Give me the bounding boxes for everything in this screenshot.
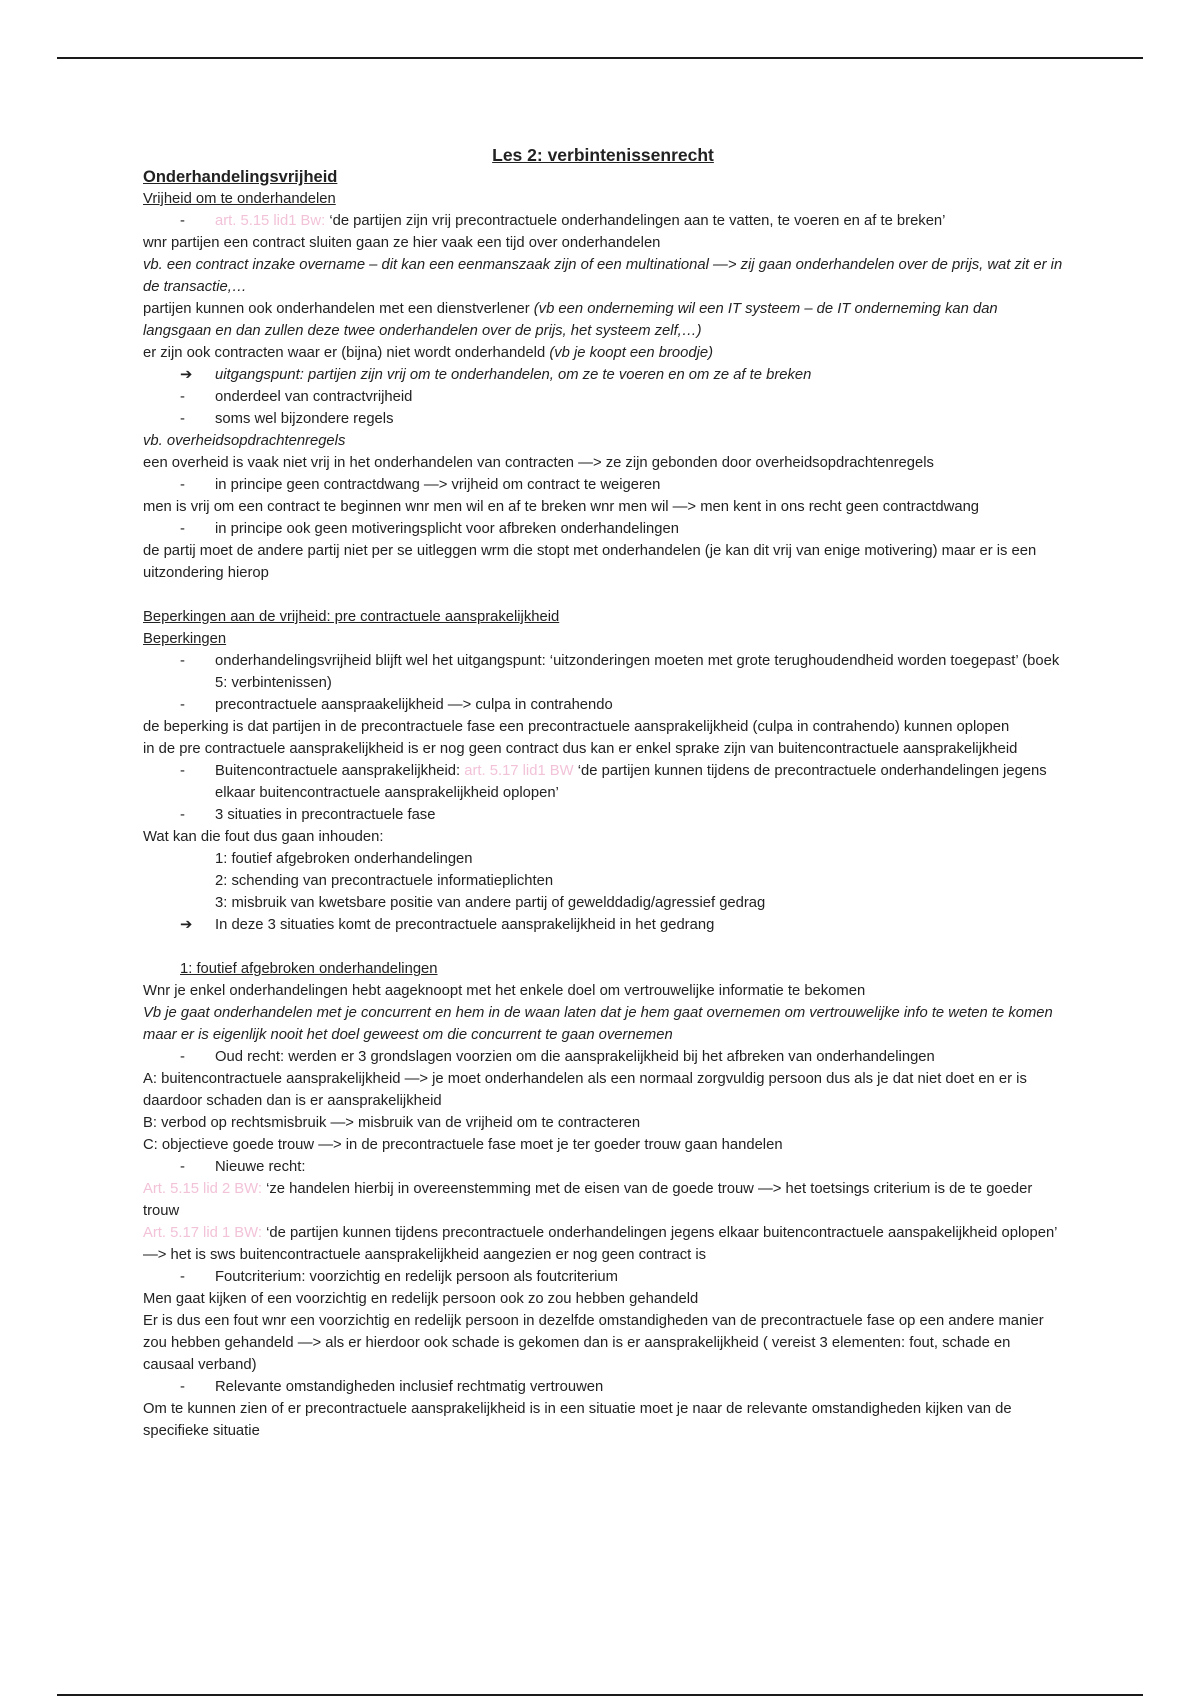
paragraph bbox=[143, 342, 1063, 364]
paragraph: Om te kunnen zien of er precontractuele aansprakelijkheid is in een situatie moet je naar de relevante omstandigheden kijken van de specifieke situatie bbox=[143, 1401, 1012, 1439]
section-heading: Onderhandelingsvrijheid bbox=[143, 168, 338, 186]
bullet-item bbox=[143, 804, 1063, 826]
arrow-text: uitgangspunt: partijen zijn vrij om te onderhandelen, om ze te voeren en om ze af te breken bbox=[215, 367, 812, 383]
bullet-marker: - bbox=[180, 1269, 185, 1285]
bullet-marker: - bbox=[180, 521, 185, 537]
bullet-text: Foutcriterium: voorzichtig en redelijk persoon als foutcriterium bbox=[215, 1269, 618, 1285]
bullet-item bbox=[143, 408, 1063, 430]
arrow-icon: ➔ bbox=[180, 367, 193, 383]
paragraph: men is vrij om een contract te beginnen wnr men wil en af te breken wnr men wil —> men kent in ons recht geen contractdwang bbox=[143, 499, 980, 515]
law-reference-paragraph bbox=[143, 1222, 1063, 1266]
bullet-text: Oud recht: werden er 3 grondslagen voorzien om die aansprakelijkheid bij het afbreken van onderhandelingen bbox=[215, 1049, 935, 1065]
bullet-marker: - bbox=[180, 411, 185, 427]
document-blocks bbox=[143, 166, 1063, 1442]
paragraph: de partij moet de andere partij niet per se uitleggen wrm die stopt met onderhandelen (je kan dit vrij van enige motivering) maar er is een uitzondering hierop bbox=[143, 543, 1037, 581]
bullet-item bbox=[143, 694, 1063, 716]
paragraph: Wnr je enkel onderhandelingen hebt aageknoopt met het enkele doel om vertrouwelijke informatie te bekomen bbox=[143, 983, 866, 999]
bullet-text: in principe geen contractdwang —> vrijheid om contract te weigeren bbox=[215, 477, 661, 493]
paragraph: wnr partijen een contract sluiten gaan ze hier vaak een tijd over onderhandelen bbox=[143, 235, 661, 251]
bullet-item bbox=[143, 210, 1063, 232]
paragraph-text: partijen kunnen ook onderhandelen met een dienstverlener bbox=[143, 301, 530, 317]
paragraph bbox=[143, 298, 1063, 342]
subsection-heading: Vrijheid om te onderhandelen bbox=[143, 191, 336, 207]
bullet-item bbox=[143, 474, 1063, 496]
subsection-heading: Beperkingen aan de vrijheid: pre contractuele aansprakelijkheid bbox=[143, 609, 560, 625]
bullet-item bbox=[143, 1046, 1063, 1068]
spacer bbox=[143, 936, 1063, 958]
article-reference: art. 5.15 lid1 Bw: bbox=[215, 213, 326, 229]
arrow-item bbox=[143, 364, 1063, 386]
document-title: Les 2: verbintenissenrecht bbox=[492, 145, 714, 165]
bottom-rule bbox=[57, 1694, 1143, 1696]
bullet-marker: - bbox=[180, 1379, 185, 1395]
bullet-text: ‘de partijen kunnen tijdens de precontractuele onderhandelingen jegens elkaar buitencontractuele aansprakelijkheid oplopen’ bbox=[215, 763, 1047, 801]
arrow-item bbox=[143, 914, 1063, 936]
subsection-heading: 1: foutief afgebroken onderhandelingen bbox=[180, 961, 438, 977]
bullet-text: 3 situaties in precontractuele fase bbox=[215, 807, 436, 823]
bullet-item bbox=[143, 1266, 1063, 1288]
bullet-text: soms wel bijzondere regels bbox=[215, 411, 394, 427]
numbered-item: 1: foutief afgebroken onderhandelingen bbox=[215, 851, 473, 867]
example-paragraph: Vb je gaat onderhandelen met je concurrent en hem in de waan laten dat je hem gaat overnemen om vertrouwelijke info te weten te komen maar er is eigenlijk nooit het doel geweest om die concurrent te gaan overnemen bbox=[143, 1005, 1053, 1043]
bullet-marker: - bbox=[180, 213, 185, 229]
bullet-item bbox=[143, 1156, 1063, 1178]
bullet-item bbox=[143, 518, 1063, 540]
bullet-marker: - bbox=[180, 1159, 185, 1175]
bullet-marker: - bbox=[180, 763, 185, 779]
document-body bbox=[143, 144, 1063, 1442]
bullet-marker: - bbox=[180, 653, 185, 669]
bullet-text: Relevante omstandigheden inclusief rechtmatig vertrouwen bbox=[215, 1379, 604, 1395]
paragraph-text: er zijn ook contracten waar er (bijna) niet wordt onderhandeld bbox=[143, 345, 550, 361]
paragraph: Wat kan die fout dus gaan inhouden: bbox=[143, 829, 384, 845]
bullet-item bbox=[143, 386, 1063, 408]
law-reference-paragraph bbox=[143, 1178, 1063, 1222]
paragraph: een overheid is vaak niet vrij in het onderhandelen van contracten —> ze zijn gebonden door overheidsopdrachtenregels bbox=[143, 455, 934, 471]
bullet-text: ‘de partijen zijn vrij precontractuele onderhandelingen aan te vatten, te voeren en af te breken’ bbox=[325, 213, 946, 229]
example-paragraph: vb. overheidsopdrachtenregels bbox=[143, 433, 346, 449]
paragraph: Men gaat kijken of een voorzichtig en redelijk persoon ook zo zou hebben gehandeld bbox=[143, 1291, 699, 1307]
bullet-text: onderdeel van contractvrijheid bbox=[215, 389, 413, 405]
bullet-marker: - bbox=[180, 477, 185, 493]
numbered-item: 3: misbruik van kwetsbare positie van andere partij of gewelddadig/agressief gedrag bbox=[215, 895, 766, 911]
numbered-item: 2: schending van precontractuele informatieplichten bbox=[215, 873, 554, 889]
bullet-marker: - bbox=[180, 807, 185, 823]
top-rule bbox=[57, 57, 1143, 59]
paragraph: Er is dus een fout wnr een voorzichtig en redelijk persoon in dezelfde omstandigheden van de precontractuele fase op een andere manier zou hebben gehandeld —> als er hierdoor ook schade is gekomen dan is er aansprakelijkheid ( vereist 3 elementen: fout, schade en causaal verband) bbox=[143, 1313, 1044, 1373]
paragraph: de beperking is dat partijen in de precontractuele fase een precontractuele aansprakelijkheid (culpa in contrahendo) kunnen oplopen bbox=[143, 719, 1010, 735]
paragraph: C: objectieve goede trouw —> in de precontractuele fase moet je ter goeder trouw gaan handelen bbox=[143, 1137, 783, 1153]
article-reference: Art. 5.15 lid 2 BW: bbox=[143, 1181, 262, 1197]
paragraph: B: verbod op rechtsmisbruik —> misbruik van de vrijheid om te contracteren bbox=[143, 1115, 641, 1131]
paragraph-text: ‘ze handelen hierbij in overeenstemming met de eisen van de goede trouw —> het toetsings criterium is de te goeder trouw bbox=[143, 1181, 1033, 1219]
bullet-item bbox=[143, 760, 1063, 804]
example-text: (vb een onderneming wil een IT systeem – de IT onderneming kan dan langsgaan en dan zullen deze twee onderhandelen over de prijs, het systeem zelf,…) bbox=[143, 301, 998, 339]
article-reference: art. 5.17 lid1 BW bbox=[464, 763, 574, 779]
arrow-text: In deze 3 situaties komt de precontractuele aansprakelijkheid in het gedrang bbox=[215, 917, 715, 933]
example-text: (vb je koopt een broodje) bbox=[549, 345, 714, 361]
example-paragraph: vb. een contract inzake overname – dit kan een eenmanszaak zijn of een multinational —> zij gaan onderhandelen over de prijs, wat zit er in de transactie,… bbox=[143, 257, 1063, 295]
bullet-text: Nieuwe recht: bbox=[215, 1159, 306, 1175]
bullet-item bbox=[143, 1376, 1063, 1398]
bullet-text: onderhandelingsvrijheid blijft wel het uitgangspunt: ‘uitzonderingen moeten met grote terughoudendheid worden toegepast’ (boek 5: verbintenissen) bbox=[215, 653, 1060, 691]
paragraph: A: buitencontractuele aansprakelijkheid —> je moet onderhandelen als een normaal zorgvuldig persoon dus als je dat niet doet en er is daardoor schaden dan is er aansprakelijkheid bbox=[143, 1071, 1027, 1109]
bullet-text: precontractuele aanspraakelijkheid —> culpa in contrahendo bbox=[215, 697, 613, 713]
article-reference: Art. 5.17 lid 1 BW: bbox=[143, 1225, 262, 1241]
spacer bbox=[143, 584, 1063, 606]
paragraph: in de pre contractuele aansprakelijkheid is er nog geen contract dus kan er enkel sprake zijn van buitencontractuele aansprakelijkheid bbox=[143, 741, 1018, 757]
arrow-icon: ➔ bbox=[180, 917, 193, 933]
bullet-marker: - bbox=[180, 697, 185, 713]
paragraph-text: ‘de partijen kunnen tijdens precontractuele onderhandelingen jegens elkaar buitencontractuele aanspakelijkheid oplopen’ —> het is sws buitencontractuele aansprakelijkheid aangezien er nog geen contract is bbox=[143, 1225, 1057, 1263]
bullet-marker: - bbox=[180, 1049, 185, 1065]
bullet-text: in principe ook geen motiveringsplicht voor afbreken onderhandelingen bbox=[215, 521, 679, 537]
bullet-text: Buitencontractuele aansprakelijkheid: bbox=[215, 763, 465, 779]
bullet-marker: - bbox=[180, 389, 185, 405]
subsection-heading: Beperkingen bbox=[143, 631, 227, 647]
bullet-item bbox=[143, 650, 1063, 694]
